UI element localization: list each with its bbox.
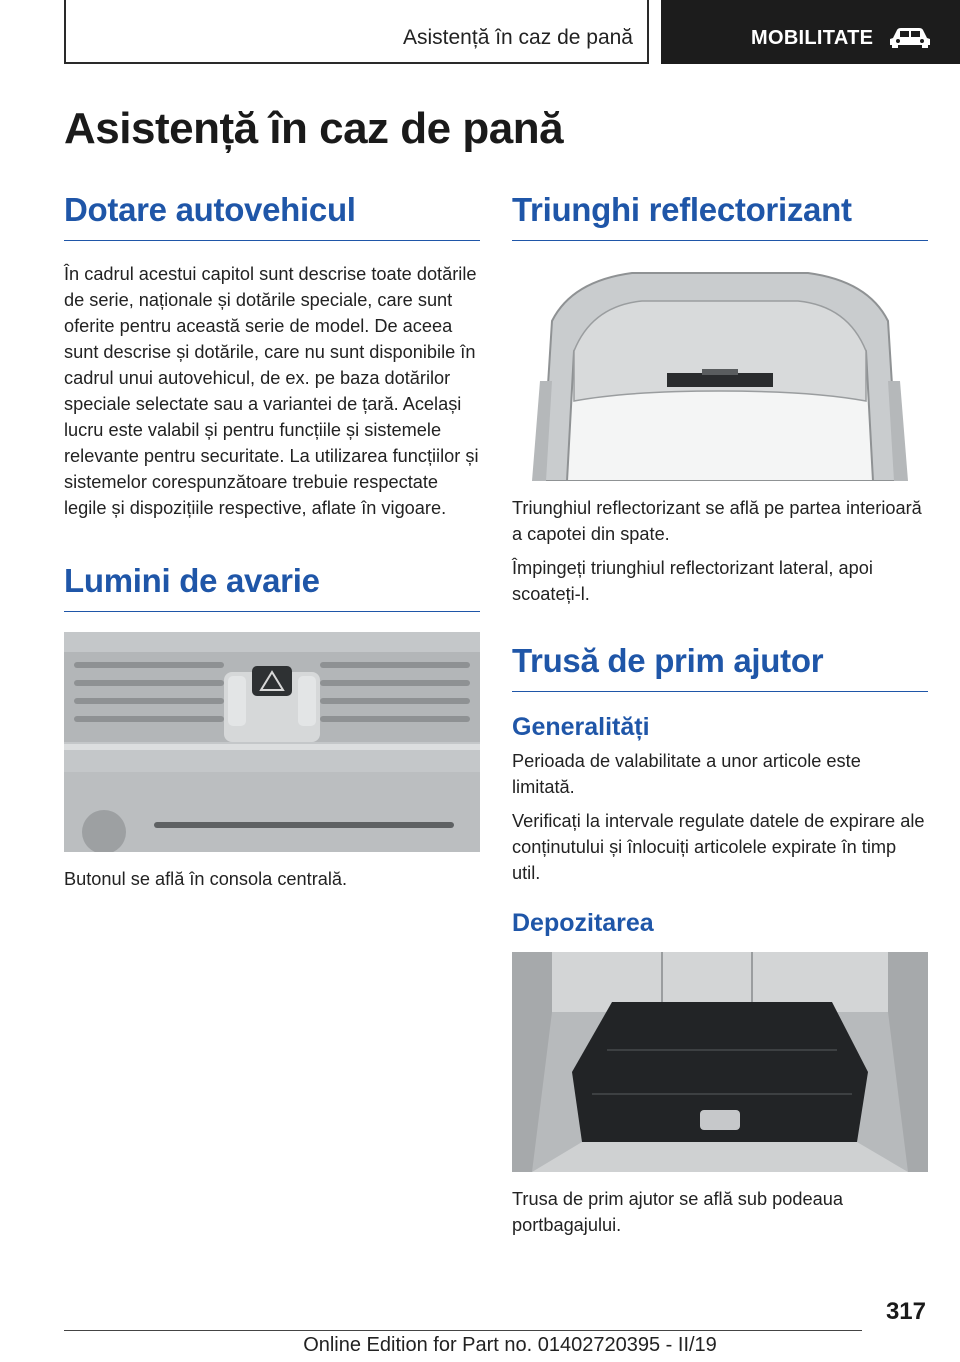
footer-edition: Online Edition for Part no. 01402720395 - II/19 [303, 1334, 717, 1356]
header-chapter-title: MOBILITATE [751, 27, 874, 49]
warning-triangle-image [512, 261, 928, 481]
section-heading-dotare: Dotare autovehicul [64, 190, 480, 241]
section-heading-lumini: Lumini de avarie [64, 561, 480, 612]
generalitati-text-2: Verificați la intervale regulate datele de expirare ale conținutului și înlocuiți articolele expirate în timp util. [512, 811, 925, 883]
section-heading-trusa: Trusă de prim ajutor [512, 641, 928, 692]
footer-divider [64, 1330, 862, 1331]
triunghi-text-2: Împingeți triunghiul reflectorizant lateral, apoi scoateți-l. [512, 558, 873, 604]
section-heading-triunghi: Triunghi reflectorizant [512, 190, 928, 241]
depozitarea-caption: Trusa de prim ajutor se află sub podeaua portbagajului. [512, 1189, 843, 1235]
dotare-text: În cadrul acestui capitol sunt descrise toate dotările de serie, naționale și dotările speciale, care sunt oferite pentru această serie de model. De aceea sunt descrise și dotările, care nu sunt disponibile în cadrul unui autovehicul, de ex. pe baza dotărilor speciale selectate sau a variantei de țară. Același lucru este valabil și pentru funcțiile și sistemele relevante pentru securitate. La utilizarea funcțiilor și sistemelor corespunzătoare trebuie respectate legile și dispozițiile respective, aflate în vigoare. [64, 264, 479, 518]
header-section-box [64, 0, 649, 64]
lumini-caption: Butonul se află în consola centrală. [64, 869, 348, 889]
triunghi-text-1: Triunghiul reflectorizant se află pe partea interioară a capotei din spate. [512, 498, 922, 544]
page-title: Asistență în caz de pană [64, 104, 564, 153]
subheading-generalitati: Generalități [512, 713, 650, 741]
generalitati-text-1: Perioada de valabilitate a unor articole este limitată. [512, 751, 861, 797]
subheading-depozitarea: Depozitarea [512, 909, 654, 937]
right-column [512, 190, 928, 1246]
left-column [64, 190, 480, 900]
car-icon [887, 26, 933, 48]
header-chapter-box [661, 0, 960, 64]
first-aid-storage-image [512, 952, 928, 1172]
page-number: 317 [885, 1298, 926, 1325]
hazard-button-image [64, 632, 480, 852]
header-section-title: Asistență în caz de pană [403, 26, 633, 49]
